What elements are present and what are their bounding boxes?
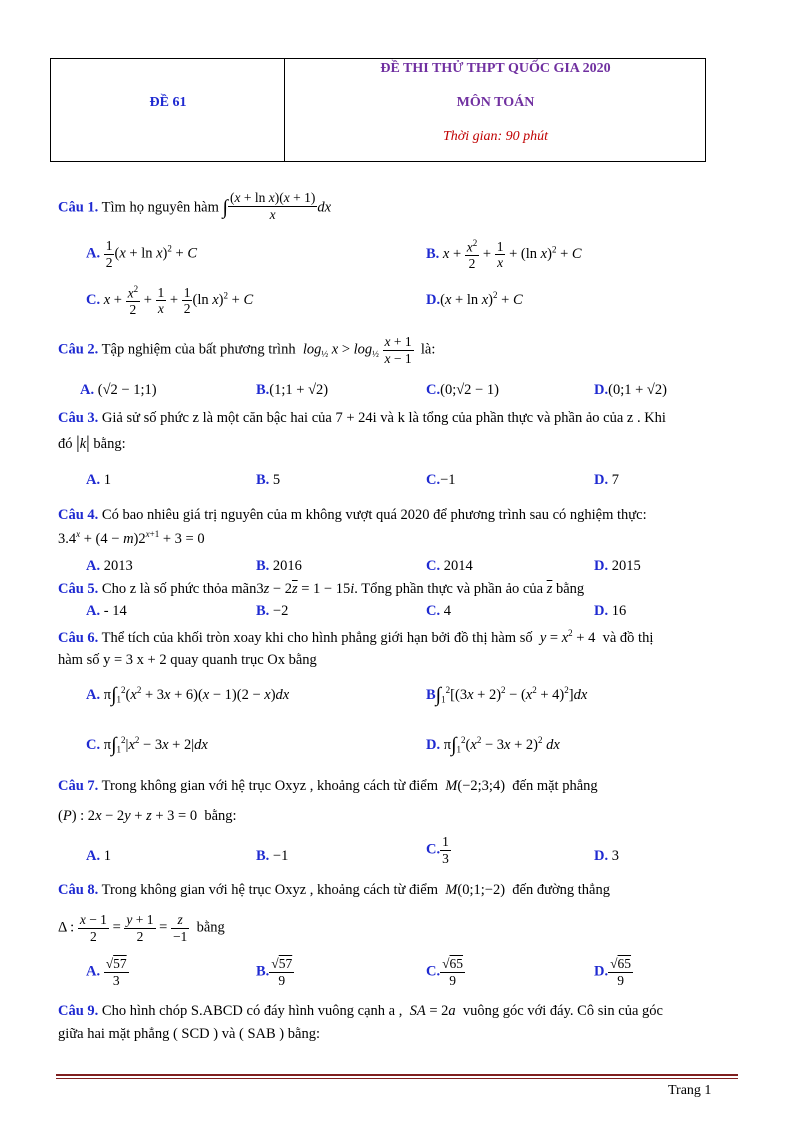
q2-option-b: B.(1;1 + √2) bbox=[256, 382, 329, 398]
q2-option-c: C.(0;√2 − 1) bbox=[426, 382, 499, 398]
header-table bbox=[50, 58, 706, 162]
question-3-cont: đó |k| bằng: bbox=[58, 432, 126, 452]
q7-option-b: B. −1 bbox=[256, 848, 289, 864]
q8-option-d: D. $\frac{√65}{9}$ bbox=[594, 956, 632, 988]
question-5: Câu 5. Cho z là số phức thỏa mãn3z − $2\overline{z} = 1 - 15i$. Tổng phần thực và phần ảo của $\overline{z}$ bằng bbox=[58, 581, 585, 597]
q7-option-d: D. 3 bbox=[594, 848, 619, 864]
q7-option-c: C. $\frac{1}{3}$ bbox=[426, 834, 449, 866]
q3-option-a: A. 1 bbox=[86, 472, 111, 488]
q6-option-b: $B\int_1^2[(3x + 2)^2 - (x^2 + 4)^2]dx$ bbox=[426, 684, 588, 706]
q8-option-c: C. $\frac{√65}{9}$ bbox=[426, 956, 464, 988]
exam-code: ĐỀ 61 bbox=[149, 95, 187, 110]
q6-option-d: D. $\pi\int_1^2(x^2 - 3x + 2)^2$ dx bbox=[426, 734, 560, 756]
exam-title: ĐỀ THI THỬ THPT QUỐC GIA 2020 bbox=[380, 61, 611, 76]
q5-option-d: D. 16 bbox=[594, 603, 627, 619]
q2-option-a: A. (√2 − 1;1) bbox=[80, 382, 157, 398]
question-1: Câu 1. Tìm họ nguyên hàm ∫ $\frac{\text{(x + ln x)(x + 1)}}{x}$ dx bbox=[58, 190, 332, 222]
header-left-cell bbox=[51, 59, 285, 161]
q5-option-b: B. −2 bbox=[256, 603, 289, 619]
q3-option-d: D. 7 bbox=[594, 472, 619, 488]
question-6: Câu 6. Thể tích của khối tròn xoay khi cho hình phẳng giới hạn bởi đồ thị hàm số $y = x^2 + 4$ và đồ thị bbox=[58, 628, 654, 646]
question-2: Câu 2. Tập nghiệm của bất phương trình $\log_{\frac{1}{2}} x > \log_{\frac{1}{2}}$ $\frac{x + 1}{x - 1}$ là: bbox=[58, 334, 436, 366]
question-4-equation: $3.4^x + (4 - m)2^{x+1} + 3 = 0$ bbox=[58, 529, 205, 547]
exam-subject: MÔN TOÁN bbox=[456, 95, 535, 110]
q6-option-a: A. $\pi\int_1^2(x^2 + 3x + 6)(x - 1)(2 - x)dx$ bbox=[86, 684, 290, 706]
question-6-cont: hàm số y = 3 x + 2 quay quanh trục Ox bằng bbox=[58, 652, 317, 668]
q4-option-c: C. 2014 bbox=[426, 558, 473, 574]
q8-option-a: A. $\frac{√57}{3}$ bbox=[86, 956, 127, 988]
question-9: Câu 9. Cho hình chóp S.ABCD có đáy hình vuông cạnh a , SA = 2a vuông góc với đáy. Cô sin của góc bbox=[58, 1003, 663, 1019]
q4-option-a: A. 2013 bbox=[86, 558, 133, 574]
question-text: Tìm họ nguyên hàm bbox=[101, 199, 219, 216]
q7-option-a: A. 1 bbox=[86, 848, 111, 864]
q1-option-a: A. $\frac{1}{2}$ $(x + \ln x)^2 + C$ bbox=[86, 238, 197, 270]
q6-option-c: C. $\pi\int_1^2|x^2 - 3x + 2|dx$ bbox=[86, 734, 208, 756]
question-8-cont: Δ : $\frac{x - 1}{2}$ = $\frac{y + 1}{2}$ = $\frac{z}{-1}$ bằng bbox=[58, 912, 225, 944]
q1-option-b: B. x + $\frac{x^2}{2}$ + $\frac{1}{x}$ + (ln x)$^2$ + C bbox=[426, 238, 582, 272]
question-8: Câu 8. Trong không gian với hệ trục Oxyz , khoảng cách từ điểm M(0;1;−2) đến đường thẳng bbox=[58, 882, 610, 898]
q4-option-d: D. 2015 bbox=[594, 558, 641, 574]
q4-option-b: B. 2016 bbox=[256, 558, 302, 574]
q1-option-c: C. x + $\frac{x^2}{2}$ + $\frac{1}{x}$ + $\frac{1}{2}$ (ln x)$^2$ + C bbox=[86, 284, 254, 318]
question-9-cont: giữa hai mặt phẳng ( SCD ) và ( SAB ) bằng: bbox=[58, 1026, 320, 1042]
footer-divider-thin bbox=[56, 1078, 738, 1079]
question-4: Câu 4. Có bao nhiêu giá trị nguyên của m không vượt quá 2020 để phương trình sau có nghiệm thực: bbox=[58, 507, 647, 523]
footer-divider bbox=[56, 1074, 738, 1076]
q3-option-c: C.−1 bbox=[426, 472, 456, 488]
q8-option-b: B. $\frac{√57}{9}$ bbox=[256, 956, 293, 988]
q2-option-d: D.(0;1 + √2) bbox=[594, 382, 667, 398]
page-number: Trang 1 bbox=[668, 1083, 712, 1098]
question-7-cont: (P) : 2x − 2y + z + 3 = 0 bằng: bbox=[58, 808, 237, 824]
question-7: Câu 7. Trong không gian với hệ trục Oxyz , khoảng cách từ điểm M(−2;3;4) đến mặt phẳng bbox=[58, 778, 598, 794]
q5-option-a: A. - 14 bbox=[86, 603, 127, 619]
question-number: Câu 1. bbox=[58, 199, 99, 216]
exam-time: Thời gian: 90 phút bbox=[442, 129, 549, 144]
q1-option-d: $D.(x + \ln x)^2 + C$ bbox=[426, 290, 523, 308]
q5-option-c: C. 4 bbox=[426, 603, 451, 619]
q3-option-b: B. 5 bbox=[256, 472, 281, 488]
question-3: Câu 3. Giả sử số phức z là một căn bậc hai của 7 + 24i và k là tổng của phần thực và phần ảo của z . Khi bbox=[58, 410, 666, 426]
